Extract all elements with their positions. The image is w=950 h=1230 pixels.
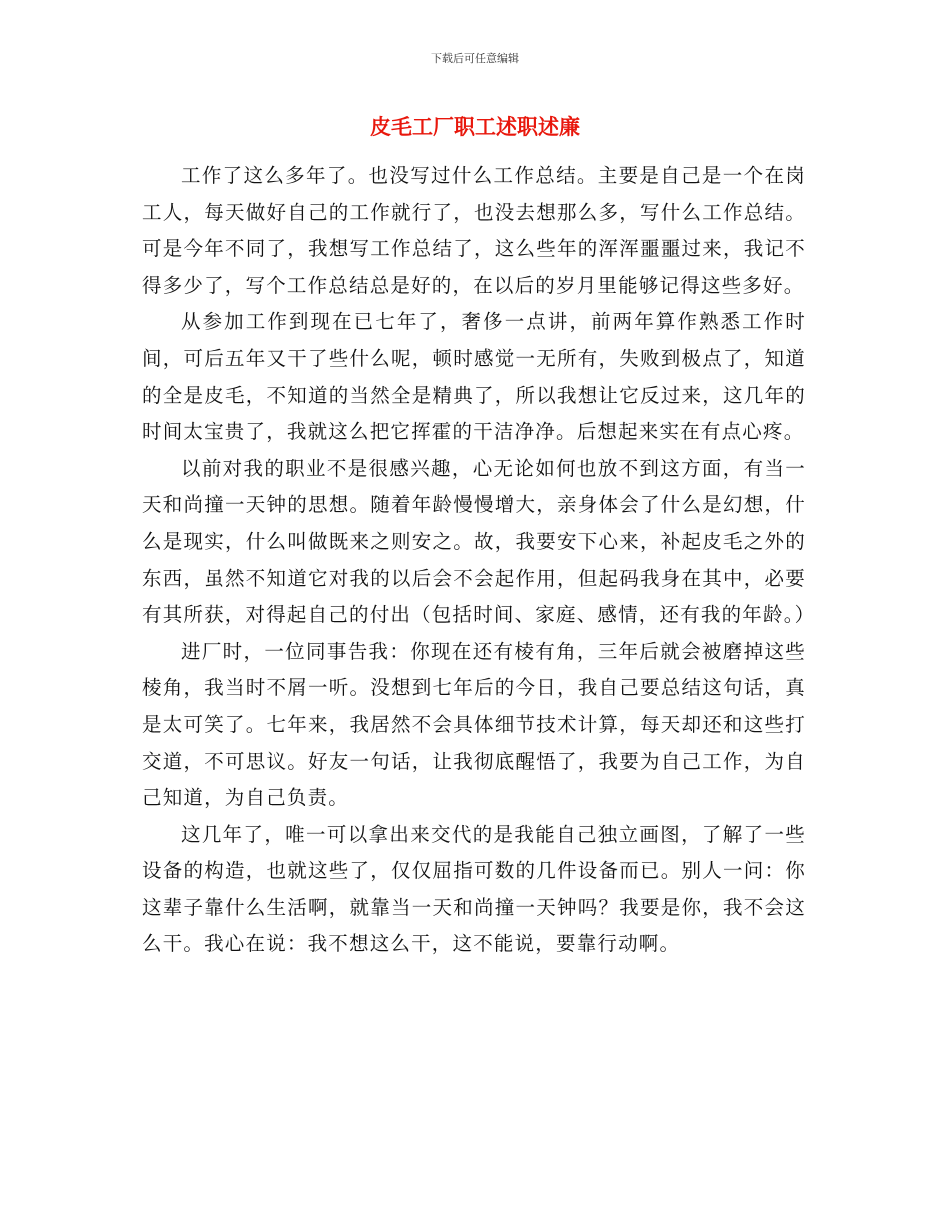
paragraph-4: 进厂时，一位同事告我：你现在还有棱有角，三年后就会被磨掉这些棱角，我当时不屑一听。没想到七年后的今日，我自己要总结这句话，真是太可笑了。七年来，我居然不会具体细节技术计算，每天却还和这些打交道，不可思议。好友一句话，让我彻底醒悟了，我要为自己工作，为自己知道，为自己负责。 [142,639,806,810]
paragraph-1: 工作了这么多年了。也没写过什么工作总结。主要是自己是一个在岗工人，每天做好自己的工作就行了，也没去想那么多，写什么工作总结。可是今年不同了，我想写工作总结了，这么些年的浑浑噩噩过来，我记不得多少了，写个工作总结总是好的，在以后的岁月里能够记得这些多好。 [142,164,806,297]
paragraph-5: 这几年了，唯一可以拿出来交代的是我能自己独立画图，了解了一些设备的构造，也就这些了，仅仅屈指可数的几件设备而已。别人一问：你这辈子靠什么生活啊，就靠当一天和尚撞一天钟吗？我要是你，我不会这么干。我心在说：我不想这么干，这不能说，要靠行动啊。 [142,822,806,956]
paragraph-2: 从参加工作到现在已七年了，奢侈一点讲，前两年算作熟悉工作时间，可后五年又干了些什么呢，顿时感觉一无所有，失败到极点了，知道的全是皮毛，不知道的当然全是精典了，所以我想让它反过来，这几年的时间太宝贵了，我就这么把它挥霍的干洁净净。后想起来实在有点心疼。 [142,310,806,444]
document-body [142,158,816,963]
document-title: 皮毛工厂职工述职述廉 [370,115,580,139]
paragraph-3: 以前对我的职业不是很感兴趣，心无论如何也放不到这方面，有当一天和尚撞一天钟的思想。随着年龄慢慢增大，亲身体会了什么是幻想，什么是现实，什么叫做既来之则安之。故，我要安下心来，补起皮毛之外的东西，虽然不知道它对我的以后会不会起作用，但起码我身在其中，必要有其所获，对得起自己的付出（包括时间、家庭、感情，还有我的年龄。） [142,456,816,627]
page-header-note: 下载后可任意编辑 [431,52,519,65]
